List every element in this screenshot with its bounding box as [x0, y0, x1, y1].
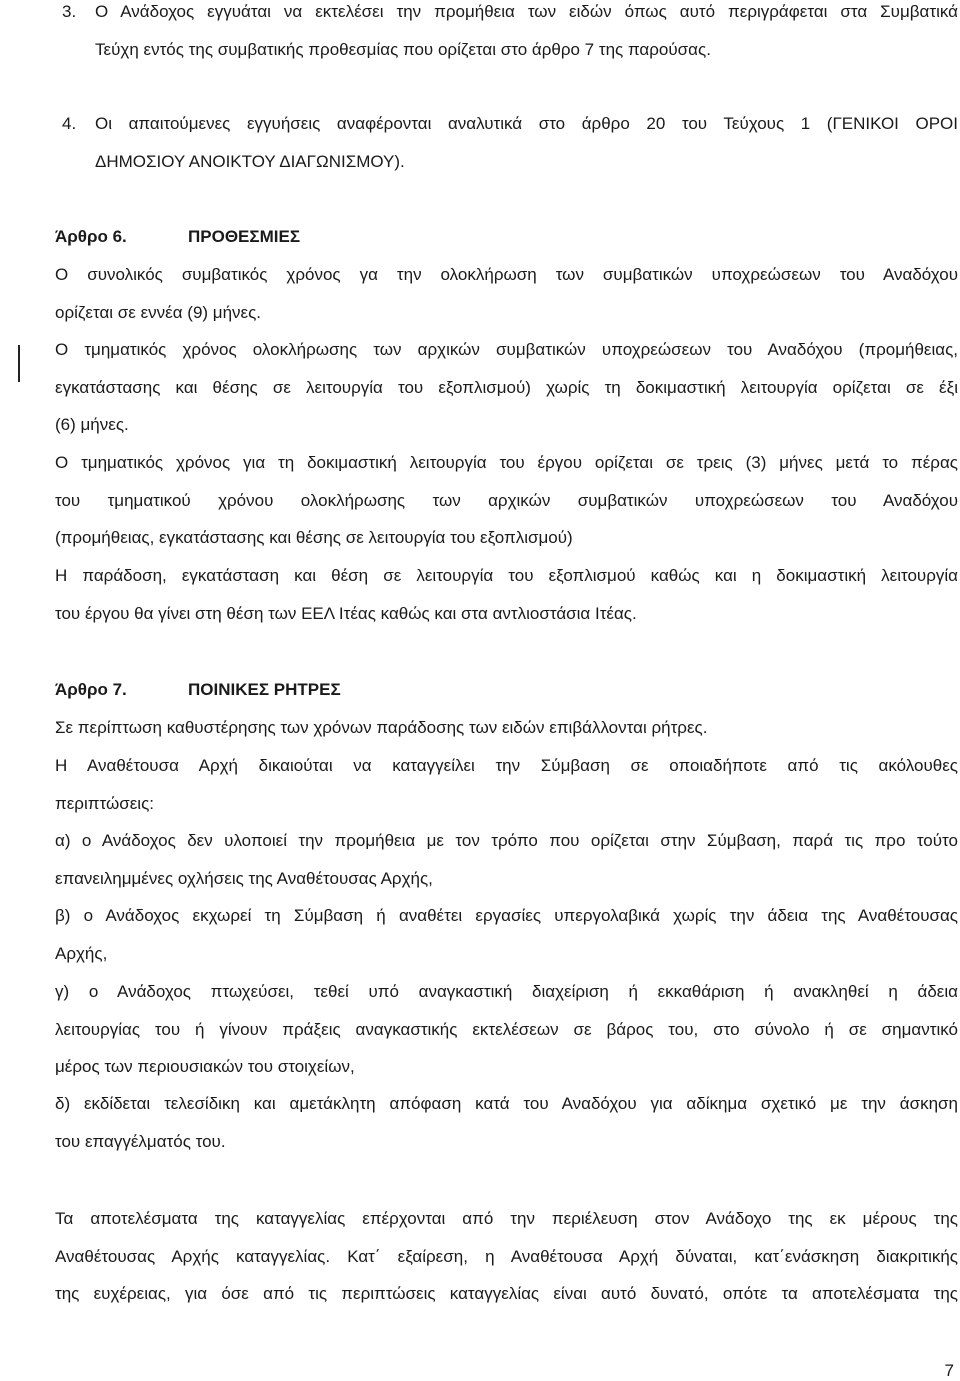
article-label: Άρθρο 6. — [55, 227, 127, 246]
text-line: Ο Ανάδοχος εγγυάται να εκτελέσει την προμήθεια των ειδών όπως αυτό περιγράφεται στα Συμβατικά — [95, 2, 958, 21]
article-title: ΠΟΙΝΙΚΕΣ ΡΗΤΡΕΣ — [188, 680, 341, 699]
paragraph — [55, 822, 958, 897]
article-title: ΠΡΟΘΕΣΜΙΕΣ — [188, 227, 301, 246]
list-number: 4. — [62, 114, 77, 133]
text-line: β) ο Ανάδοχος εκχωρεί τη Σύμβαση ή αναθέτει εργασίες υπεργολαβικά χωρίς την άδεια της Αναθέτουσας — [55, 906, 958, 925]
text-line: α) ο Ανάδοχος δεν υλοποιεί την προμήθεια με τον τρόπο που ορίζεται στην Σύμβαση, παρά τις προ τούτο — [55, 831, 958, 850]
text-line: ορίζεται σε εννέα (9) μήνες. — [55, 302, 262, 322]
text-line: του επαγγέλματός του. — [55, 1131, 226, 1151]
paragraph — [55, 709, 958, 747]
text-line: Αρχής, — [55, 943, 108, 963]
text-line: Ο συνολικός συμβατικός χρόνος γα την ολοκλήρωση των συμβατικών υποχρεώσεων του Αναδόχου — [55, 265, 958, 284]
text-line: Τα αποτελέσματα της καταγγελίας επέρχονται από την περιέλευση στον Ανάδοχο της εκ μέρους της — [55, 1209, 958, 1228]
text-line: ΔΗΜΟΣΙΟΥ ΑΝΟΙΚΤΟΥ ΔΙΑΓΩΝΙΣΜΟΥ). — [95, 151, 405, 171]
text-line: Οι απαιτούμενες εγγυήσεις αναφέρονται αναλυτικά στο άρθρο 20 του Τεύχους 1 (ΓΕΝΙΚΟΙ ΟΡΟΙ — [95, 114, 958, 133]
page-number: 7 — [944, 1361, 954, 1380]
article-7-heading — [55, 671, 341, 709]
text-line: λειτουργίας του ή γίνουν πράξεις αναγκαστικής εκτελέσεων σε βάρος του, στο σύνολο ή σε σημαντικό — [55, 1019, 958, 1039]
text-line: Τεύχη εντός της συμβατικής προθεσμίας που ορίζεται στο άρθρο 7 της παρούσας. — [95, 39, 711, 59]
text-line: Η παράδοση, εγκατάσταση και θέση σε λειτουργία του εξοπλισμού καθώς και η δοκιμαστική λειτουργία — [55, 566, 958, 585]
text-line: περιπτώσεις: — [55, 793, 154, 813]
text-line: εγκατάστασης και θέσης σε λειτουργία του εξοπλισμού) χωρίς τη δοκιμαστική λειτουργία ορίζεται σε έξι — [55, 377, 958, 397]
paragraph — [55, 973, 958, 1086]
text-line: του τμηματικού χρόνου ολοκλήρωσης των αρχικών συμβατικών υποχρεώσεων του Αναδόχου — [55, 490, 958, 510]
paragraph — [55, 557, 958, 632]
article-label: Άρθρο 7. — [55, 680, 127, 699]
list-number: 3. — [62, 2, 77, 21]
list-item-3 — [95, 0, 958, 68]
paragraph — [55, 444, 958, 557]
text-line: δ) εκδίδεται τελεσίδικη και αμετάκλητη απόφαση κατά του Αναδόχου για αδίκημα σχετικό με την άσκηση — [55, 1094, 958, 1113]
paragraph — [55, 256, 958, 331]
text-line: της ευχέρειας, για όσε από τις περιπτώσεις καταγγελίας είναι αυτό δυνατό, οπότε τα αποτελέσματα της — [55, 1284, 958, 1303]
text-line: Η Αναθέτουσα Αρχή δικαιούται να καταγγείλει την Σύμβαση σε οποιαδήποτε από τις ακόλουθες — [55, 756, 958, 775]
paragraph — [55, 1200, 958, 1313]
text-line: (6) μήνες. — [55, 415, 129, 434]
revision-bar — [18, 345, 20, 382]
text-line: γ) ο Ανάδοχος πτωχεύσει, τεθεί υπό αναγκαστική διαχείριση ή εκκαθάριση ή ανακληθεί η άδεια — [55, 982, 958, 1001]
text-line: Αναθέτουσας Αρχής καταγγελίας. Κατ΄ εξαίρεση, η Αναθέτουσα Αρχή δύναται, κατ΄ενάσκηση διακριτικής — [55, 1246, 958, 1266]
text-line: (προμήθειας, εγκατάστασης και θέσης σε λειτουργία του εξοπλισμού) — [55, 528, 573, 547]
article-6-heading — [55, 218, 301, 256]
paragraph — [55, 897, 958, 972]
text-line: Ο τμηματικός χρόνος για τη δοκιμαστική λειτουργία του έργου ορίζεται σε τρεις (3) μήνες μετά το πέρας — [55, 453, 958, 472]
paragraph — [55, 1085, 958, 1160]
list-item-4 — [95, 105, 958, 180]
paragraph — [55, 331, 958, 444]
text-line: Ο τμηματικός χρόνος ολοκλήρωσης των αρχικών συμβατικών υποχρεώσεων του Αναδόχου (προμήθειας, — [55, 340, 958, 359]
text-line: του έργου θα γίνει στη θέση των ΕΕΛ Ιτέας καθώς και στα αντλιοστάσια Ιτέας. — [55, 603, 637, 623]
text-line: Σε περίπτωση καθυστέρησης των χρόνων παράδοσης των ειδών επιβάλλονται ρήτρες. — [55, 718, 708, 737]
text-line: επανειλημμένες οχλήσεις της Αναθέτουσας Αρχής, — [55, 868, 433, 888]
paragraph — [55, 747, 958, 822]
text-line: μέρος των περιουσιακών του στοιχείων, — [55, 1057, 355, 1076]
